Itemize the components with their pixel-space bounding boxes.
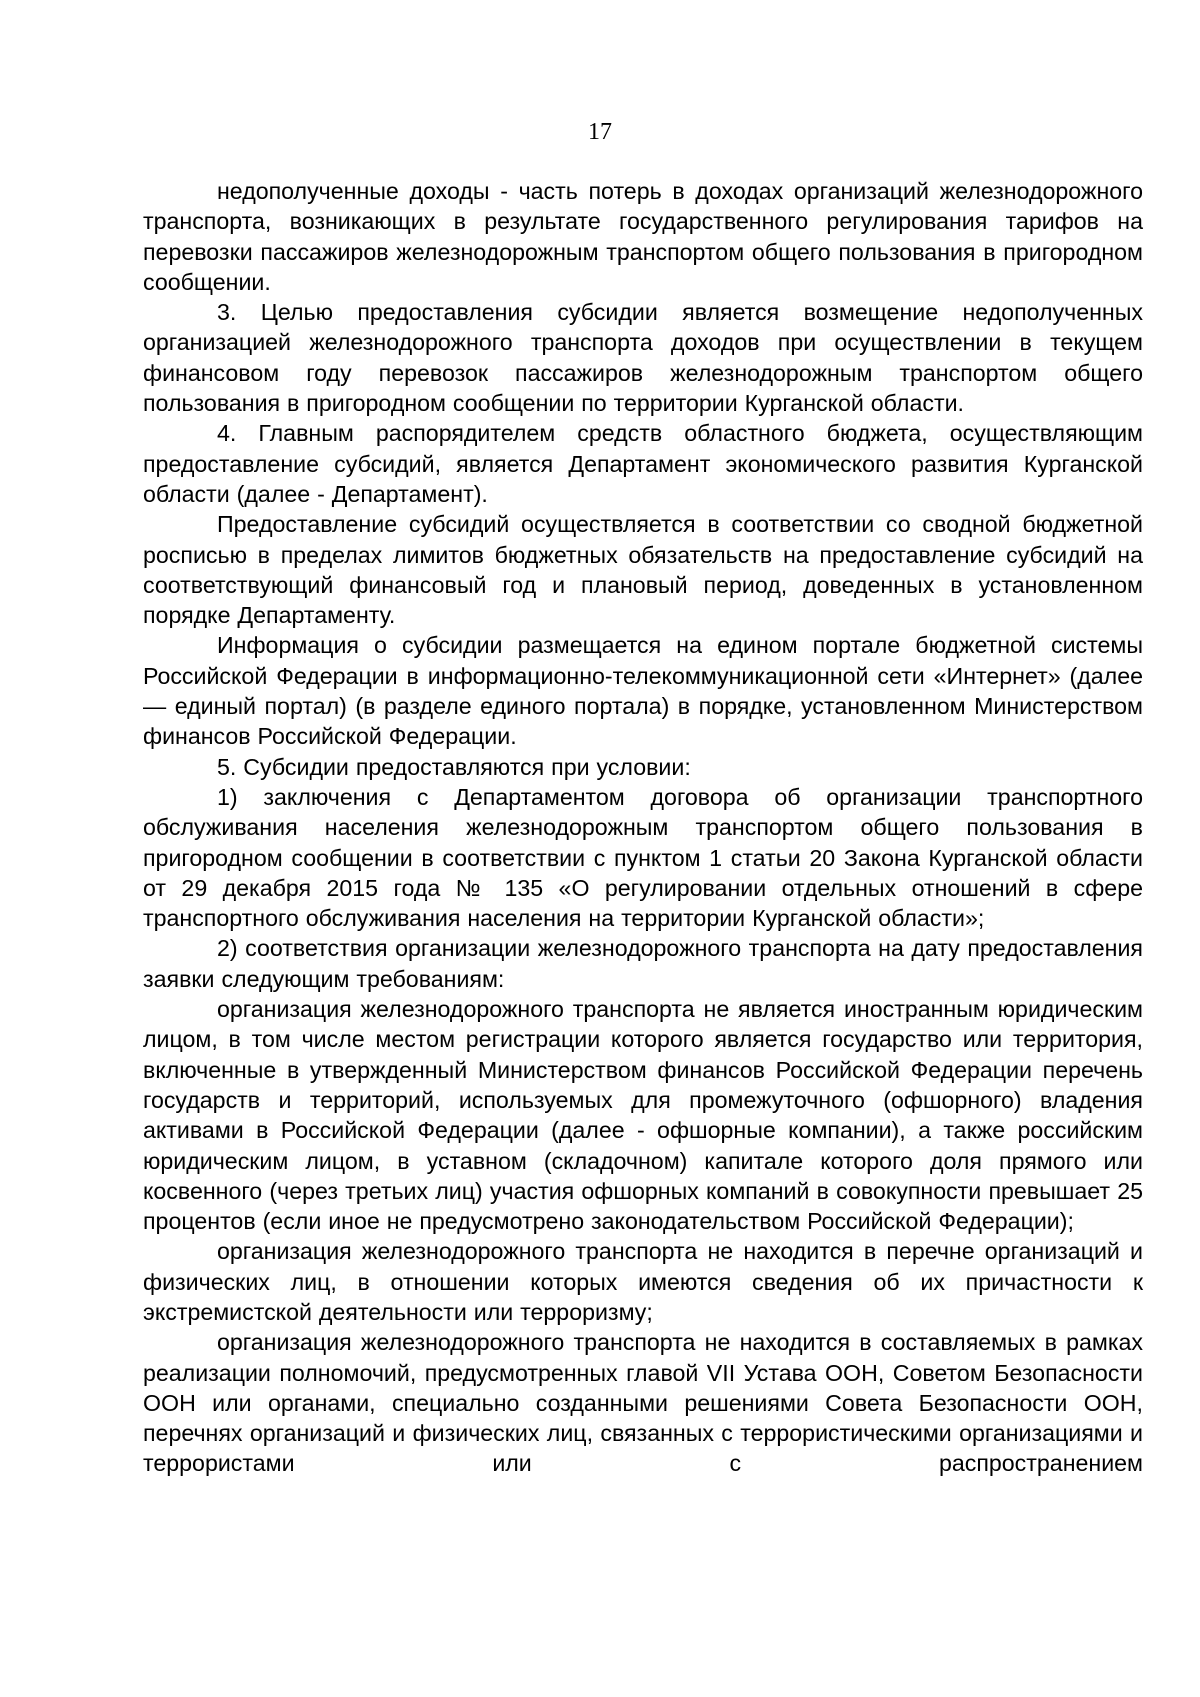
paragraph-portal-information: Информация о субсидии размещается на едином портале бюджетной системы Российской Федерации в информационно-телекоммуникационной сети «Интернет» (далее — единый портал) (в разделе единого портала) в порядке, установленном Министерством финансов Российской Федерации. <box>143 632 1143 750</box>
paragraph-budget-limits: Предоставление субсидий осуществляется в соответствии со сводной бюджетной росписью в пределах лимитов бюджетных обязательств на предоставление субсидий на соответствующий финансовый год и плановый период, доведенных в установленном порядке Департаменту. <box>143 511 1143 629</box>
paragraph-lost-income-definition: недополученные доходы - часть потерь в доходах организаций железнодорожного транспорта, возникающих в результате государственного регулирования тарифов на перевозки пассажиров железнодорожным транспортом общего пользования в пригородном сообщении. <box>143 178 1143 295</box>
paragraph-requirement-un-lists: организация железнодорожного транспорта не находится в составляемых в рамках реализации полномочий, предусмотренных главой VII Устава ООН, Советом Безопасности ООН или органами, специально созданными решениями Совета Безопасности ООН, перечнях организаций и физических лиц, связанных с террористическими организациями и террористами или с распространением <box>143 1329 1143 1477</box>
paragraph-requirement-extremism: организация железнодорожного транспорта не находится в перечне организаций и физических лиц, в отношении которых имеются сведения об их причастности к экстремистской деятельности или терроризму; <box>143 1238 1143 1325</box>
page-number: 17 <box>588 119 612 145</box>
paragraph-condition-requirements: 2) соответствия организации железнодорожного транспорта на дату предоставления заявки следующим требованиям: <box>143 935 1143 992</box>
paragraph-condition-contract: 1) заключения с Департаментом договора об организации транспортного обслуживания населения железнодорожным транспортом общего пользования в пригородном сообщении в соответствии с пунктом 1 статьи 20 Закона Курганской области от 29 декабря 2015 года № 135 «О регулировании отдельных отношений в сфере транспортного обслуживания населения на территории Курганской области»; <box>143 783 1143 932</box>
paragraph-requirement-offshore: организация железнодорожного транспорта не является иностранным юридическим лицом, в том числе местом регистрации которого является государство или территория, включенные в утвержденный Министерством финансов Российской Федерации перечень государств и территорий, используемых для промежуточного (офшорного) владения активами в Российской Федерации (далее - офшорные компании), а также российским юридическим лицом, в уставном (складочном) капитале которого доля прямого или косвенного (через третьих лиц) участия офшорных компаний в совокупности превышает 25 процентов (если иное не предусмотрено законодательством Российской Федерации); <box>143 996 1143 1235</box>
paragraph-subsidy-purpose: 3. Целью предоставления субсидии является возмещение недополученных организацией железнодорожного транспорта доходов при осуществлении в текущем финансовом году перевозок пассажиров железнодорожным транспортом общего пользования в пригородном сообщении по территории Курганской области. <box>143 299 1143 417</box>
paragraph-chief-administrator: 4. Главным распорядителем средств областного бюджета, осуществляющим предоставление субсидий, является Департамент экономического развития Курганской области (далее - Департамент). <box>143 420 1143 507</box>
document-body <box>143 176 1143 1479</box>
paragraph-conditions-heading: 5. Субсидии предоставляются при условии: <box>217 753 691 780</box>
